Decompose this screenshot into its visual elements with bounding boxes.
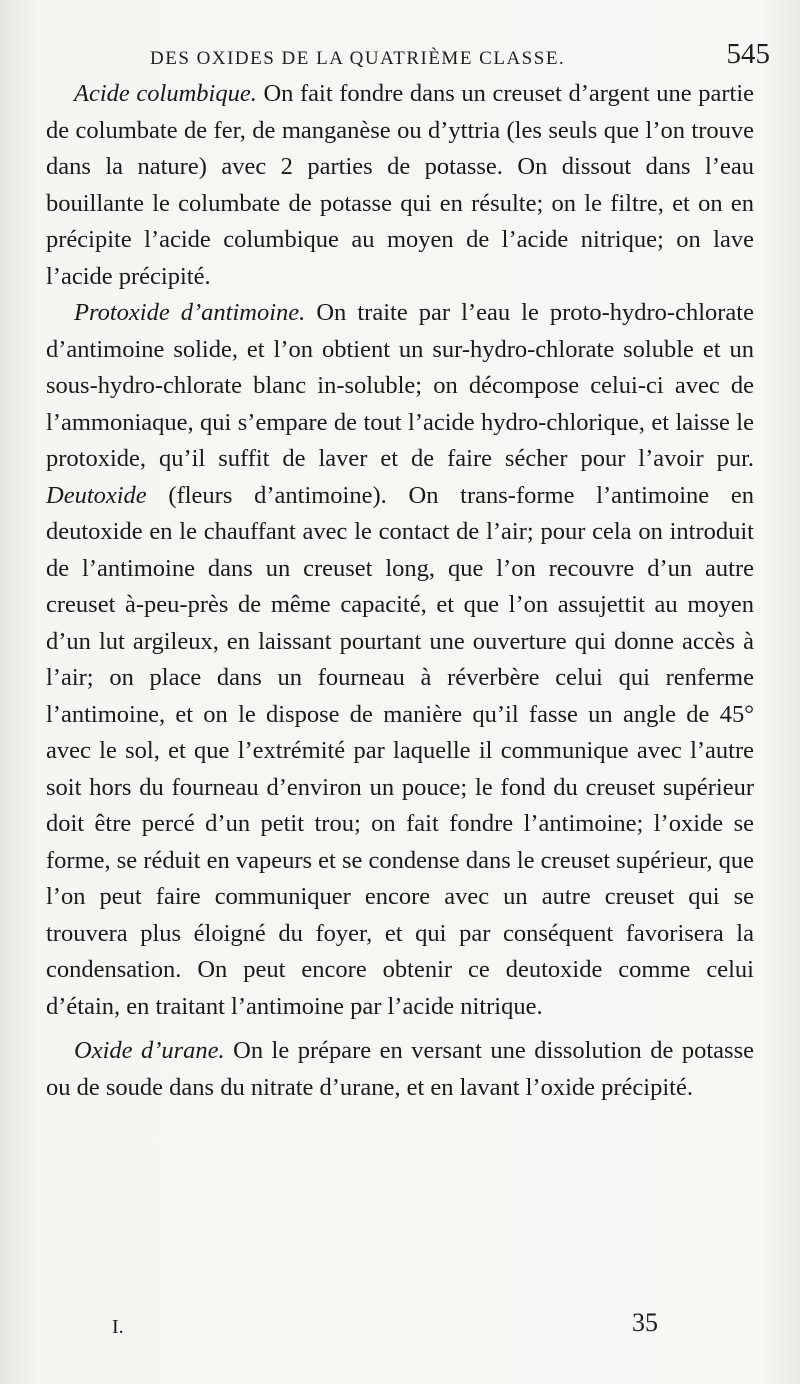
page-number: 545: [726, 38, 770, 70]
paragraph-text: On fait fondre dans un creuset d’argent une partie de columbate de fer, de manganèse ou d’yttria (les seuls que l’on trouve dans la nature) avec 2 parties de potasse. On dissout dans l’eau bouillante le columbate de potasse qui en résulte; on le filtre, et on en précipite l’acide columbique au moyen de l’acide nitrique; on lave l’acide précipité.: [46, 80, 755, 290]
inline-heading-deutoxide: Deutoxide: [46, 481, 147, 509]
page-header: [150, 38, 770, 78]
paragraph-heading: Protoxide d’antimoine.: [74, 299, 306, 326]
running-head: DES OXIDES DE LA QUATRIÈME CLASSE.: [150, 48, 566, 69]
volume-signature: I.: [112, 1316, 124, 1338]
page-footer: [0, 1308, 800, 1348]
paragraph-text: On traite par l’eau le proto-hydro-chlorate d’antimoine solide, et l’on obtient un sur-hydro-chlorate soluble et un sous-hydro-chlorate blanc in-soluble; on décompose celui-ci avec de l’ammoniaque, qui s’empare de tout l’acide hydro-chlorique, et laisse le protoxide, qu’il suffit de laver et de faire sécher pour l’avoir pur.: [46, 299, 754, 472]
paragraph-protoxide-antimoine: [46, 295, 754, 1025]
paragraph-text-continued: (fleurs d’antimoine). On trans-forme l’antimoine en deutoxide en le chauffant avec le contact de l’air; pour cela on introduit de l’antimoine dans un creuset long, que l’on recouvre d’un autre creuset à-peu-près de même capacité, et que l’on assujettit au moyen d’un lut argileux, en laissant pourtant une ouverture qui donne accès à l’air; on place dans un fourneau à réverbère celui qui renferme l’antimoine, et on le dispose de manière qu’il fasse un angle de 45° avec le sol, et que l’extrémité par laquelle il communique avec l’autre soit hors du fourneau d’environ un pouce; le fond du creuset supérieur doit être percé d’un petit trou; on fait fondre l’antimoine; l’oxide se forme, se réduit en vapeurs et se condense dans le creuset supérieur, que l’on peut faire communiquer encore avec un autre creuset qui se trouvera plus éloigné du foyer, et qui par conséquent favorisera la condensation. On peut encore obtenir ce deutoxide comme celui d’étain, en traitant l’antimoine par l’acide nitrique.: [46, 481, 754, 1020]
paragraph-text: On le prépare en versant une dissolution de potasse ou de soude dans du nitrate d’urane, et en lavant l’oxide précipité.: [46, 1037, 754, 1101]
body-text: [46, 76, 754, 1106]
gathering-signature: 35: [632, 1308, 658, 1337]
paragraph-acide-columbique: [46, 76, 754, 295]
paragraph-oxide-urane: [46, 1033, 754, 1106]
paragraph-heading: Oxide d’urane.: [74, 1037, 225, 1064]
paragraph-heading: Acide columbique.: [74, 80, 257, 107]
